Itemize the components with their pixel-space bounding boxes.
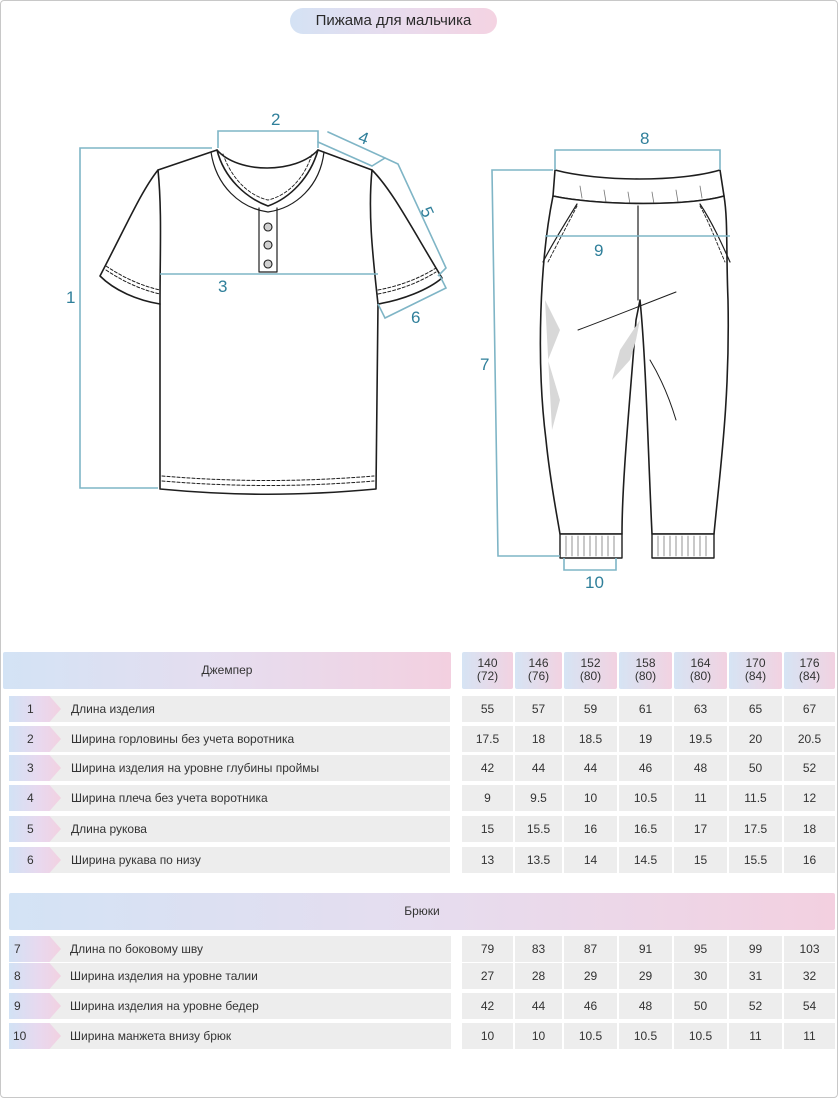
dim-label-9: 9: [594, 241, 604, 260]
table-cell: 63: [674, 696, 727, 722]
table-cell: 15.5: [729, 847, 782, 873]
table-cell: 99: [729, 936, 782, 962]
dim-label-10: 10: [585, 573, 604, 592]
table-cell: 16: [784, 847, 835, 873]
row-label: Ширина изделия на уровне глубины проймы: [71, 761, 320, 775]
table-cell: 10.5: [674, 1023, 727, 1049]
table-cell: 17.5: [462, 726, 513, 752]
table-cell: 31: [729, 963, 782, 989]
table-cell: 10.5: [619, 1023, 672, 1049]
table-cell: 15: [462, 816, 513, 842]
size-header-cell: [462, 652, 513, 689]
table-cell: 29: [564, 963, 617, 989]
table-cell: 15.5: [515, 816, 562, 842]
size-header-cell: [564, 652, 617, 689]
table-cell: 16.5: [619, 816, 672, 842]
table-cell: 57: [515, 696, 562, 722]
table-cell: 67: [784, 696, 835, 722]
row-label: Ширина рукава по низу: [71, 853, 201, 867]
size-header-cell: [619, 652, 672, 689]
table-cell: 30: [674, 963, 727, 989]
row-label: Длина по боковому шву: [70, 942, 203, 956]
table-cell: 19: [619, 726, 672, 752]
table-cell: 17: [674, 816, 727, 842]
table-cell: 55: [462, 696, 513, 722]
row-number: 3: [27, 761, 34, 775]
table-cell: 28: [515, 963, 562, 989]
table-cell: 27: [462, 963, 513, 989]
row-label: Ширина изделия на уровне бедер: [70, 999, 259, 1013]
table-cell: 10: [462, 1023, 513, 1049]
table-cell: 50: [729, 755, 782, 781]
table-cell: 44: [515, 755, 562, 781]
table-cell: 18.5: [564, 726, 617, 752]
size-header-cell: [674, 652, 727, 689]
dim-label-7: 7: [480, 355, 490, 374]
table-cell: 18: [784, 816, 835, 842]
table-cell: 95: [674, 936, 727, 962]
row-number: 5: [27, 822, 34, 836]
size-height: 152: [580, 656, 601, 670]
row-label: Ширина плеча без учета воротника: [71, 791, 268, 805]
table-cell: 42: [462, 755, 513, 781]
dim-label-1: 1: [66, 288, 76, 307]
table-cell: 103: [784, 936, 835, 962]
dim-label-5: 5: [416, 203, 438, 221]
size-chest: (84): [798, 669, 821, 683]
table-cell: 11: [729, 1023, 782, 1049]
table-cell: 44: [515, 993, 562, 1019]
table-cell: 50: [674, 993, 727, 1019]
row-label: Ширина изделия на уровне талии: [70, 969, 258, 983]
size-height: 140: [477, 656, 498, 670]
size-header-cell: [729, 652, 782, 689]
table-cell: 11.5: [729, 785, 782, 811]
pants-header: Брюки: [9, 893, 835, 930]
row-number: 1: [27, 702, 34, 716]
row-number: 6: [27, 853, 34, 867]
table-cell: 32: [784, 963, 835, 989]
dim-label-6: 6: [411, 308, 421, 327]
table-cell: 9.5: [515, 785, 562, 811]
size-chest: (80): [689, 669, 712, 683]
size-chest: (84): [744, 669, 767, 683]
row-number: 10: [13, 1029, 27, 1043]
table-cell: 29: [619, 963, 672, 989]
table-cell: 13.5: [515, 847, 562, 873]
table-cell: 10.5: [619, 785, 672, 811]
table-cell: 11: [674, 785, 727, 811]
size-height: 170: [745, 656, 766, 670]
table-cell: 10: [515, 1023, 562, 1049]
size-header-cell: [784, 652, 835, 689]
size-height: 164: [690, 656, 711, 670]
size-chest: (76): [527, 669, 550, 683]
row-label: Ширина манжета внизу брюк: [70, 1029, 232, 1043]
page-title: Пижама для мальчика: [290, 8, 497, 34]
table-cell: 59: [564, 696, 617, 722]
table-cell: 19.5: [674, 726, 727, 752]
row-number: 2: [27, 732, 34, 746]
table-cell: 46: [619, 755, 672, 781]
table-cell: 11: [784, 1023, 835, 1049]
table-cell: 42: [462, 993, 513, 1019]
jumper-header: Джемпер: [3, 652, 451, 689]
table-cell: 54: [784, 993, 835, 1019]
size-height: 158: [635, 656, 656, 670]
dim-label-8: 8: [640, 129, 650, 148]
table-cell: 44: [564, 755, 617, 781]
row-label: Длина изделия: [71, 702, 155, 716]
table-cell: 87: [564, 936, 617, 962]
row-label: Ширина горловины без учета воротника: [71, 732, 295, 746]
row-number: 7: [14, 942, 21, 956]
table-cell: 14.5: [619, 847, 672, 873]
size-header-cell: [515, 652, 562, 689]
table-cell: 10.5: [564, 1023, 617, 1049]
table-cell: 52: [729, 993, 782, 1019]
size-chest: (72): [476, 669, 499, 683]
size-chest: (80): [579, 669, 602, 683]
size-height: 146: [528, 656, 549, 670]
table-cell: 61: [619, 696, 672, 722]
row-number: 9: [14, 999, 21, 1013]
table-cell: 18: [515, 726, 562, 752]
size-height: 176: [799, 656, 820, 670]
dim-label-4: 4: [355, 127, 372, 149]
shirt-sketch: [100, 150, 442, 494]
table-cell: 12: [784, 785, 835, 811]
table-cell: 91: [619, 936, 672, 962]
table-cell: 46: [564, 993, 617, 1019]
table-cell: 17.5: [729, 816, 782, 842]
table-cell: 13: [462, 847, 513, 873]
dim-label-3: 3: [218, 277, 228, 296]
table-cell: 9: [462, 785, 513, 811]
table-cell: 83: [515, 936, 562, 962]
table-cell: 16: [564, 816, 617, 842]
table-cell: 15: [674, 847, 727, 873]
table-cell: 14: [564, 847, 617, 873]
row-label: Длина рукова: [71, 822, 147, 836]
table-cell: 10: [564, 785, 617, 811]
table-cell: 20: [729, 726, 782, 752]
table-cell: 65: [729, 696, 782, 722]
row-number: 8: [14, 969, 21, 983]
table-cell: 20.5: [784, 726, 835, 752]
table-cell: 52: [784, 755, 835, 781]
row-number: 4: [27, 791, 34, 805]
pants-sketch: [540, 170, 730, 558]
dim-label-2: 2: [271, 110, 281, 129]
size-chest: (80): [634, 669, 657, 683]
table-cell: 48: [674, 755, 727, 781]
table-cell: 79: [462, 936, 513, 962]
table-cell: 48: [619, 993, 672, 1019]
